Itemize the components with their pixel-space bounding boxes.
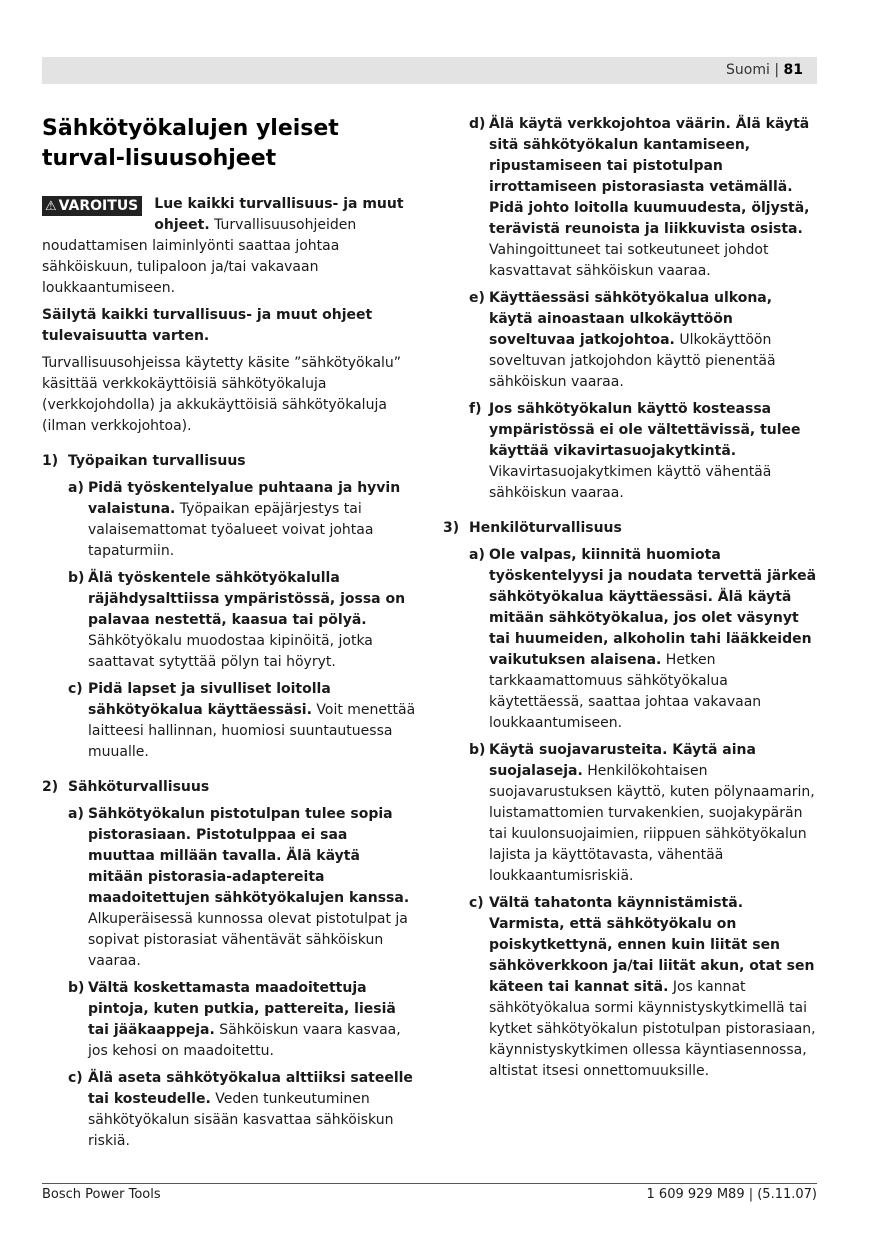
section-3-heading [443,518,819,539]
item-bold: Käytä suojavarusteita. Käytä aina suojalaseja. [489,742,756,779]
item-label: b) [68,570,85,586]
list-item [469,893,819,1082]
section-number: 2) [42,779,59,795]
item-label: c) [68,681,83,697]
item-text: Työpaikan epäjärjestys tai valaisemattomat työalueet voivat johtaa tapaturmiin. [88,501,374,559]
item-label: b) [469,742,486,758]
warning-triangle-icon: ⚠ [45,199,57,214]
section-title: Sähköturvallisuus [68,779,210,795]
section-2-heading [42,777,418,798]
item-label: a) [469,547,485,563]
item-label: a) [68,480,84,496]
item-label: c) [68,1070,83,1086]
section-number: 3) [443,520,460,536]
item-label: b) [68,980,85,996]
list-item [469,114,819,282]
footer-brand: Bosch Power Tools [42,1187,161,1202]
list-item [68,978,418,1062]
item-text: Sähkötyökalu muodostaa kipinöitä, jotka saattavat sytyttää pölyn tai höyryt. [88,633,373,670]
definition-text: Turvallisuusohjeissa käytetty käsite ”sähkötyökalu” käsittää verkkokäyttöisiä sähkötyökaluja (verkkojohdolla) ja akkukäyttöisiä sähkötyökaluja (ilman verkkojohtoa). [42,355,402,434]
item-text: Jos kannat sähkötyökalua sormi käynnistyskytkimellä tai kytket sähkötyökalun pistotulpan pistorasiaan, käynnistyskytkimen ollessa käyntiasennossa, altistat itsesi onnettomuuksille. [489,979,816,1079]
item-bold: Ole valpas, kiinnitä huomiota työskentelyysi ja noudata tervettä järkeä sähkötyökalua käyttäessäsi. Älä käytä mitään sähkötyökalua, jos olet väsynyt tai huumeiden, alkoholin tahi lääkkeiden vaikutuksen alaisena. [489,547,817,668]
item-bold: Vältä koskettamasta maadoitettuja pintoja, kuten putkia, pattereita, liesiä tai jääkaappeja. [88,980,396,1038]
item-label: f) [469,401,482,417]
item-bold: Älä aseta sähkötyökalua alttiiksi sateelle tai kosteudelle. [88,1070,413,1107]
header-text [726,62,803,78]
warning-text: Turvallisuusohjeiden noudattamisen laiminlyönti saattaa johtaa sähköiskuun, tulipaloon ja/tai vakavaan loukkaantumiseen. [42,217,357,296]
list-item [68,478,418,562]
item-text: Sähköiskun vaara kasvaa, jos kehosi on maadoitettu. [88,1022,401,1059]
header-language: Suomi [726,62,770,78]
warning-badge-label: VAROITUS [58,198,139,214]
list-item [469,545,819,734]
left-column [42,114,418,1158]
item-bold: Pidä työskentelyalue puhtaana ja hyvin valaistuna. [88,480,401,517]
right-column [443,114,819,1088]
item-text: Ulkokäyttöön soveltuvan jatkojohdon käyttö pienentää sähköiskun vaaraa. [489,332,776,390]
item-text: Voit menettää laitteesi hallinnan, huomiosi suuntautuessa muualle. [88,702,416,760]
section-number: 1) [42,453,59,469]
item-label: c) [469,895,484,911]
list-item [469,399,819,504]
item-text: Vikavirtasuojakytkimen käyttö vähentää sähköiskun vaaraa. [489,464,772,501]
item-label: d) [469,116,486,132]
warning-bold: Lue kaikki turvallisuus- ja muut ohjeet. [154,196,404,233]
item-label: a) [68,806,84,822]
page-title: Sähkötyökalujen yleiset turval-lisuusohjeet [42,116,339,171]
item-bold: Pidä lapset ja sivulliset loitolla sähkötyökalua käyttäessäsi. [88,681,331,718]
item-bold: Käyttäessäsi sähkötyökalua ulkona, käytä ainoastaan ulkokäyttöön soveltuvaa jatkojohtoa. [489,290,773,348]
item-text: Veden tunkeutuminen sähkötyökalun sisään kasvattaa sähköiskun riskiä. [88,1091,394,1149]
page-header [42,57,817,84]
list-item [68,679,418,763]
item-text: Alkuperäisessä kunnossa olevat pistotulpat ja sopivat pistorasiat vähentävät sähköiskun vaaraa. [88,911,408,969]
list-item [68,804,418,972]
item-text: Vahingoittuneet tai sotkeutuneet johdot kasvattavat sähköiskun vaaraa. [489,242,769,279]
list-item [68,568,418,673]
item-bold: Vältä tahatonta käynnistämistä. Varmista, että sähkötyökalu on poiskytkettynä, ennen kuin liität sen sähköverkkoon ja/tai liität akun, otat sen käteen tai kannat sitä. [489,895,815,995]
list-item [469,288,819,393]
list-item [68,1068,418,1152]
item-label: e) [469,290,485,306]
section-title: Henkilöturvallisuus [469,520,622,536]
header-separator: | [774,62,780,78]
item-text: Henkilökohtaisen suojavarustuksen käyttö, kuten pölynaamarin, luistamattomien turvakenkien, suojakypärän tai kuulonsuojaimien, riippuen sähkötyökalun lajista ja käyttötavasta, vähentää loukkaantumisriskiä. [489,763,815,884]
item-text: Hetken tarkkaamattomuus sähkötyökalua käytettäessä, saattaa johtaa vakavaan loukkaantumiseen. [489,652,762,731]
page-number: 81 [783,62,803,78]
warning-paragraph [42,194,418,299]
section-1-heading [42,451,418,472]
item-bold: Älä käytä verkkojohtoa väärin. Älä käytä sitä sähkötyökalun kantamiseen, ripustamiseen tai pistotulpan irrottamiseen pistorasiasta vetämällä. Pidä johto loitolla kuumuudesta, öljystä, terävistä reunoista ja liikkuvista osista. [489,116,810,237]
footer-doc-id: 1 609 929 M89 | (5.11.07) [646,1187,817,1202]
footer-divider [42,1183,817,1184]
item-bold: Sähkötyökalun pistotulpan tulee sopia pistorasiaan. Pistotulppaa ei saa muuttaa millään tavalla. Älä käytä mitään pistorasia-adaptereita maadoitettujen sähkötyökalujen kanssa. [88,806,410,906]
item-bold: Älä työskentele sähkötyökalulla räjähdysalttiissa ympäristössä, jossa on palavaa nestettä, kaasua tai pölyä. [88,570,406,628]
warning-badge [42,196,142,216]
section-title: Työpaikan turvallisuus [68,453,246,469]
list-item [469,740,819,887]
keep-instructions: Säilytä kaikki turvallisuus- ja muut ohjeet tulevaisuutta varten. [42,307,373,344]
item-bold: Jos sähkötyökalun käyttö kosteassa ympäristössä ei ole vältettävissä, tulee käyttää vikavirtasuojakytkintä. [489,401,801,459]
